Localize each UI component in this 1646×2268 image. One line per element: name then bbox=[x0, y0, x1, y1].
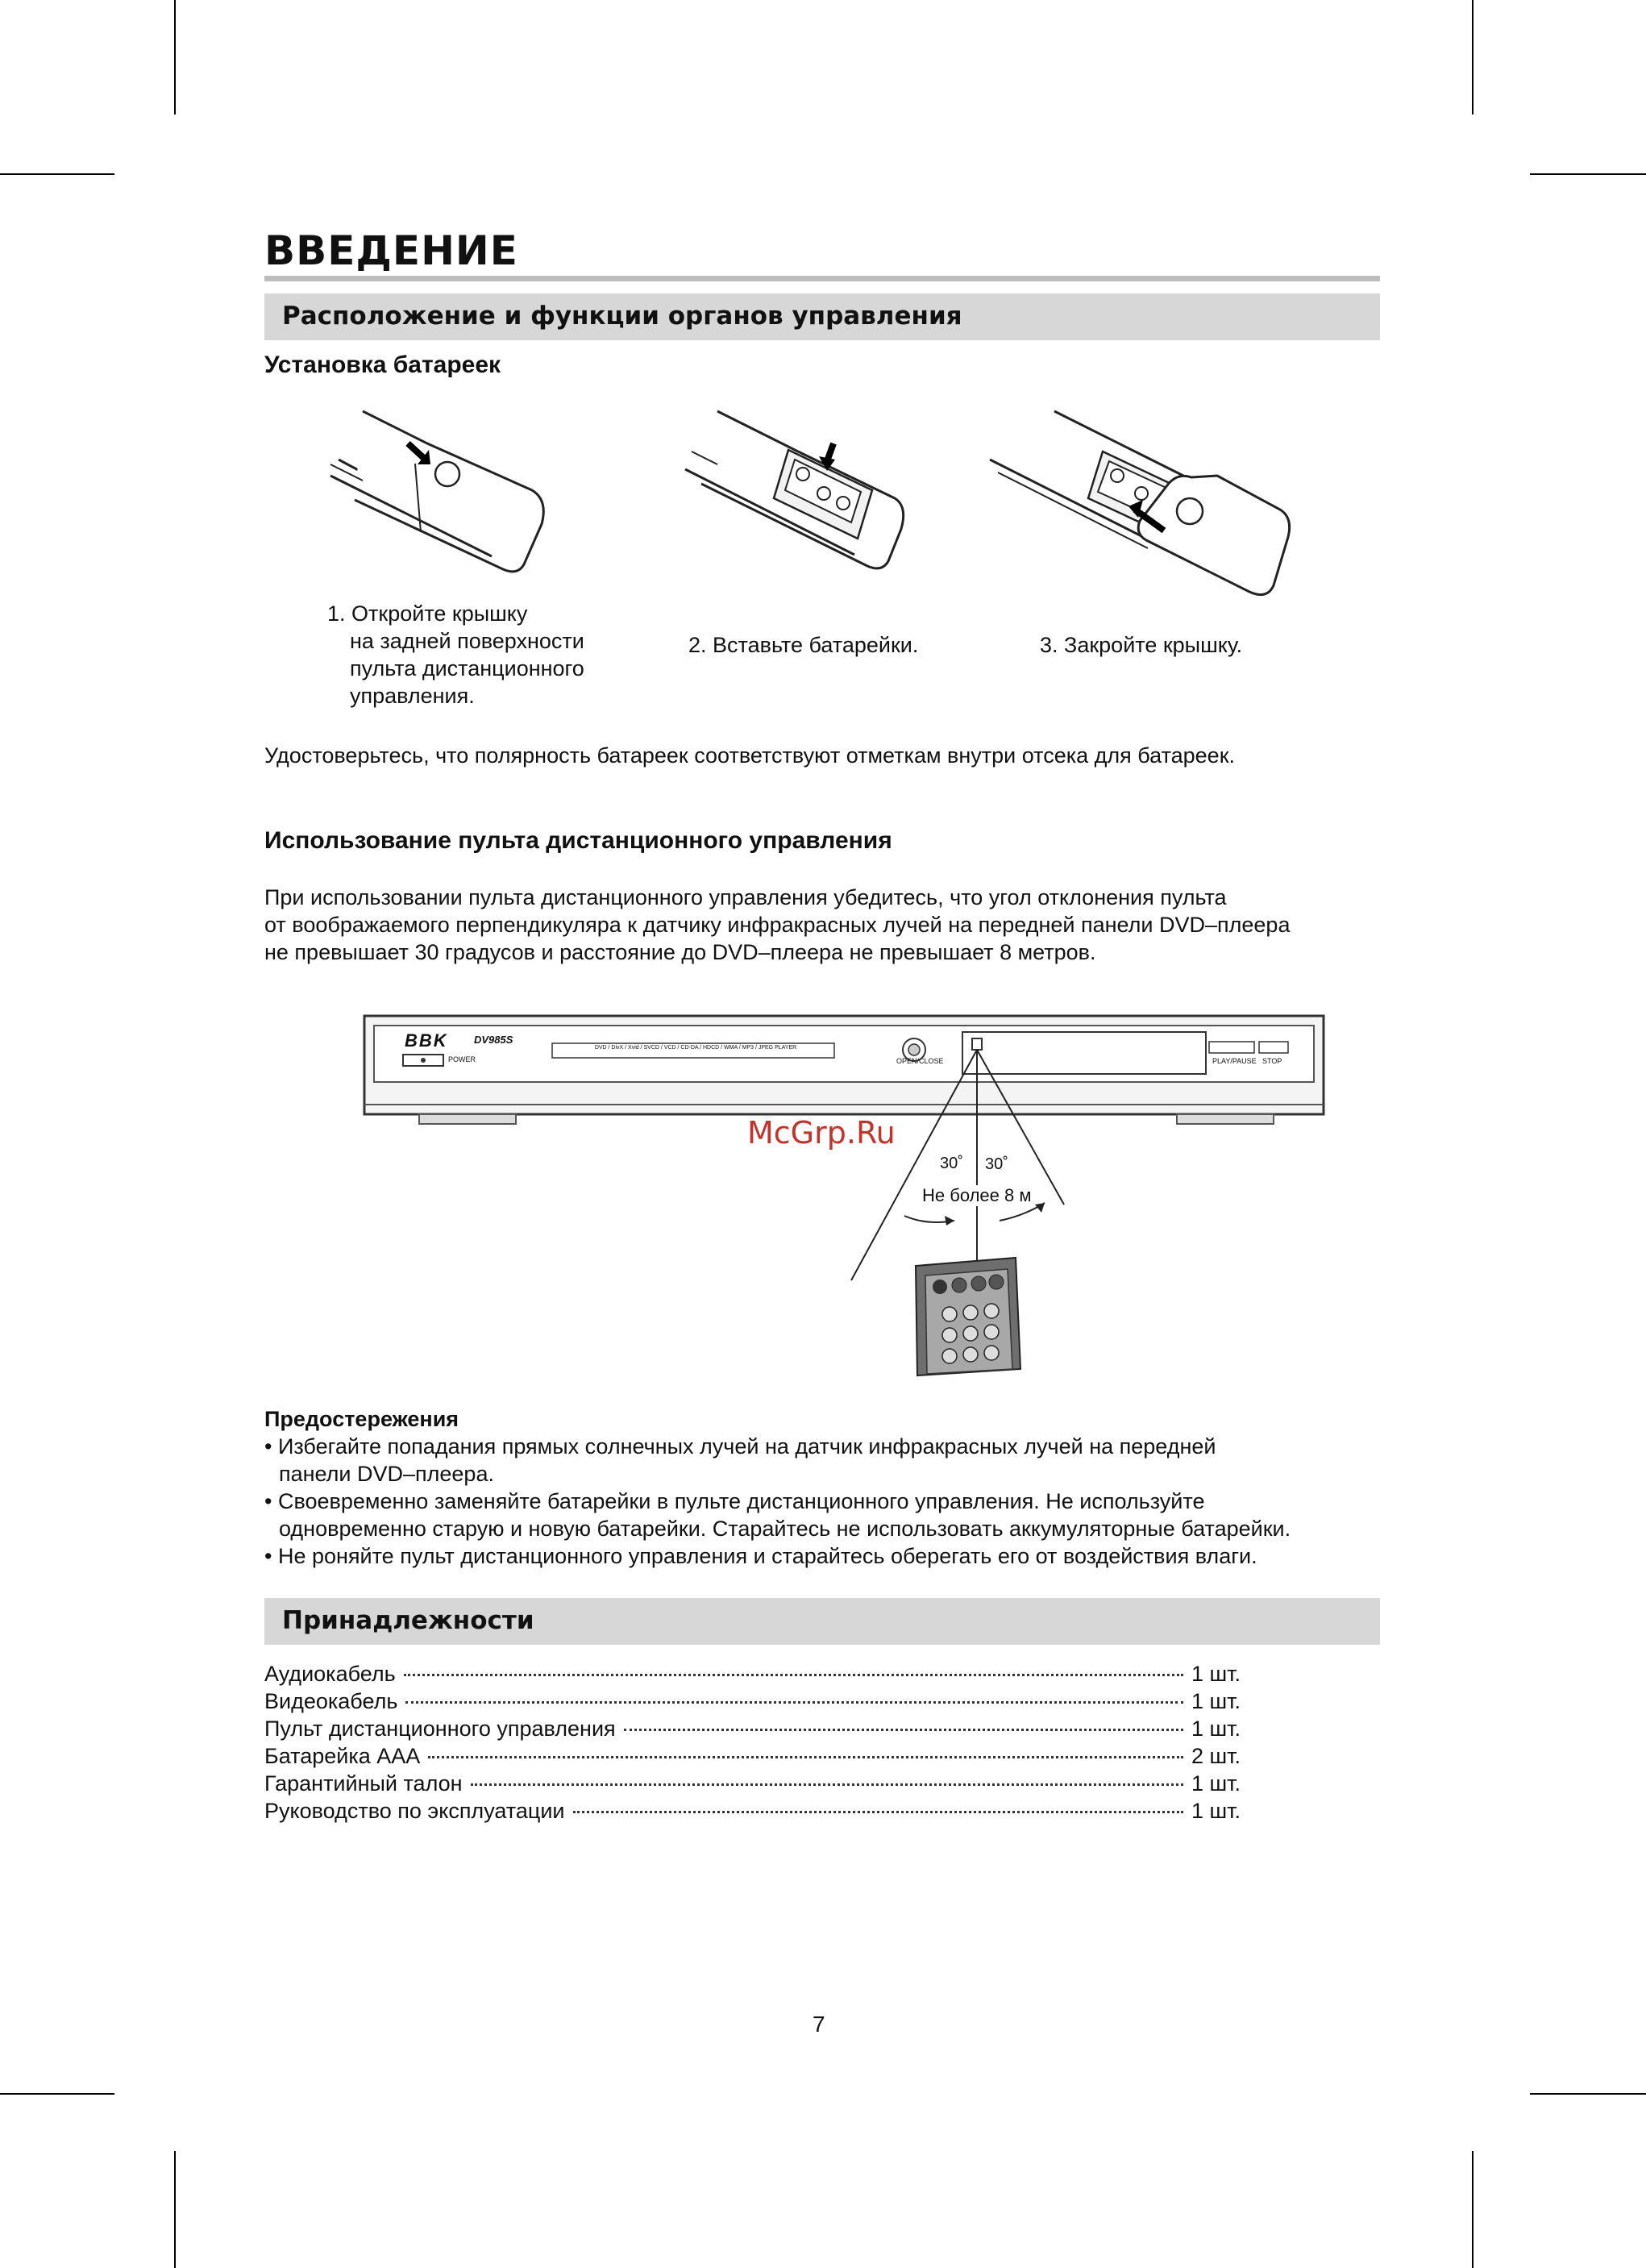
distance-label: Не более 8 м bbox=[919, 1185, 1034, 1206]
accessory-name: Пульт дистанционного управления bbox=[264, 1717, 616, 1741]
step-1-caption bbox=[327, 600, 584, 710]
precaution-item-cont: одновременно старую и новую батарейки. Старайтесь не использовать аккумуляторные батарейки. bbox=[279, 1517, 1291, 1541]
crop-mark bbox=[1530, 173, 1646, 175]
precaution-item-cont: панели DVD–плеера. bbox=[279, 1462, 494, 1486]
accessory-name: Батарейка ААА bbox=[264, 1744, 421, 1768]
accessory-row bbox=[264, 1717, 1248, 1744]
dvd-formats-label: DVD / DivX / Xvid / SVCD / VCD / CD-DA / HDCD / WMA / MP3 / JPEG PLAYER bbox=[594, 1045, 797, 1051]
dvd-open-close-label: OPEN/CLOSE bbox=[896, 1057, 944, 1065]
accessory-row bbox=[264, 1744, 1248, 1771]
section-bar-accessories bbox=[264, 1598, 1380, 1645]
leader-dots bbox=[573, 1811, 1183, 1813]
accessory-qty: 1 шт. bbox=[1191, 1771, 1241, 1796]
page-number: 7 bbox=[813, 2012, 825, 2037]
step-1-line: на задней поверхности bbox=[350, 629, 584, 653]
accessory-qty: 1 шт. bbox=[1191, 1689, 1241, 1713]
precaution-item: • Избегайте попадания прямых солнечных лучей на датчик инфракрасных лучей на передней bbox=[264, 1434, 1216, 1459]
section-title: Расположение и функции органов управления bbox=[282, 302, 962, 331]
step-1-line: 1. Откройте крышку bbox=[327, 601, 528, 626]
angle-left-label: 30˚ bbox=[940, 1155, 963, 1172]
precaution-item: • Своевременно заменяйте батарейки в пульте дистанционного управления. Не используйте bbox=[264, 1489, 1205, 1513]
accessory-row bbox=[264, 1771, 1248, 1799]
polarity-note: Удостоверьтесь, что полярность батареек соответствуют отметкам внутри отсека для батареек. bbox=[264, 743, 1236, 768]
dvd-play-pause-label: PLAY/PAUSE bbox=[1212, 1057, 1257, 1065]
watermark: McGrp.Ru bbox=[747, 1115, 896, 1151]
chapter-rule bbox=[264, 276, 1380, 281]
chapter-title: ВВЕДЕНИЕ bbox=[264, 227, 518, 274]
dvd-brand-logo: BBK bbox=[405, 1030, 448, 1051]
section-bar-controls bbox=[264, 293, 1380, 340]
crop-mark bbox=[0, 2093, 114, 2095]
accessory-name: Видеокабель bbox=[264, 1689, 398, 1713]
illustration-close-cover bbox=[990, 403, 1296, 613]
dvd-power-label: POWER bbox=[448, 1055, 476, 1063]
leader-dots bbox=[405, 1701, 1183, 1704]
leader-dots bbox=[624, 1729, 1183, 1731]
crop-mark bbox=[0, 173, 114, 175]
section-title: Принадлежности bbox=[282, 1606, 534, 1635]
step-3-caption: 3. Закройте крышку. bbox=[1040, 633, 1243, 657]
accessory-row bbox=[264, 1689, 1248, 1717]
accessory-qty: 1 шт. bbox=[1191, 1799, 1241, 1823]
illustration-open-cover bbox=[330, 403, 564, 589]
accessory-row bbox=[264, 1799, 1248, 1826]
accessory-name: Аудиокабель bbox=[264, 1662, 396, 1686]
leader-dots bbox=[428, 1756, 1183, 1758]
crop-mark bbox=[1472, 2151, 1474, 2268]
remote-usage-heading: Использование пульта дистанционного управления bbox=[264, 827, 892, 854]
battery-heading: Установка батареек bbox=[264, 352, 501, 378]
accessory-name: Руководство по эксплуатации bbox=[264, 1799, 565, 1823]
accessory-name: Гарантийный талон bbox=[264, 1771, 463, 1796]
leader-dots bbox=[471, 1783, 1183, 1786]
step-1-line: пульта дистанционного bbox=[350, 656, 584, 680]
illustration-insert-batteries bbox=[685, 403, 911, 589]
paragraph-line: от воображаемого перпендикуляра к датчику инфракрасных лучей на передней панели DVD–плеера bbox=[264, 913, 1291, 937]
crop-mark bbox=[174, 0, 176, 114]
precautions bbox=[264, 1405, 1393, 1570]
step-2-caption: 2. Вставьте батарейки. bbox=[688, 633, 919, 657]
accessory-row bbox=[264, 1662, 1248, 1689]
accessory-qty: 1 шт. bbox=[1191, 1717, 1241, 1741]
precaution-item: • Не роняйте пульт дистанционного управления и старайтесь оберегать его от воздействия влаги. bbox=[264, 1544, 1257, 1568]
crop-mark bbox=[1530, 2093, 1646, 2095]
paragraph-line: не превышает 30 градусов и расстояние до DVD–плеера не превышает 8 метров. bbox=[264, 940, 1096, 964]
paragraph-line: При использовании пульта дистанционного управления убедитесь, что угол отклонения пульта bbox=[264, 885, 1227, 909]
remote-usage-paragraph bbox=[264, 884, 1290, 966]
crop-mark bbox=[1472, 0, 1474, 114]
dvd-player-diagram bbox=[363, 1014, 1330, 1385]
leader-dots bbox=[404, 1674, 1183, 1676]
step-1-line: управления. bbox=[350, 684, 475, 708]
angle-right-label: 30˚ bbox=[985, 1155, 1008, 1173]
accessory-qty: 2 шт. bbox=[1191, 1744, 1241, 1768]
crop-mark bbox=[174, 2151, 176, 2268]
dvd-model-label: DV985S bbox=[474, 1034, 513, 1046]
precautions-heading: Предостережения bbox=[264, 1407, 459, 1431]
accessory-qty: 1 шт. bbox=[1191, 1662, 1241, 1686]
dvd-stop-label: STOP bbox=[1262, 1057, 1282, 1065]
